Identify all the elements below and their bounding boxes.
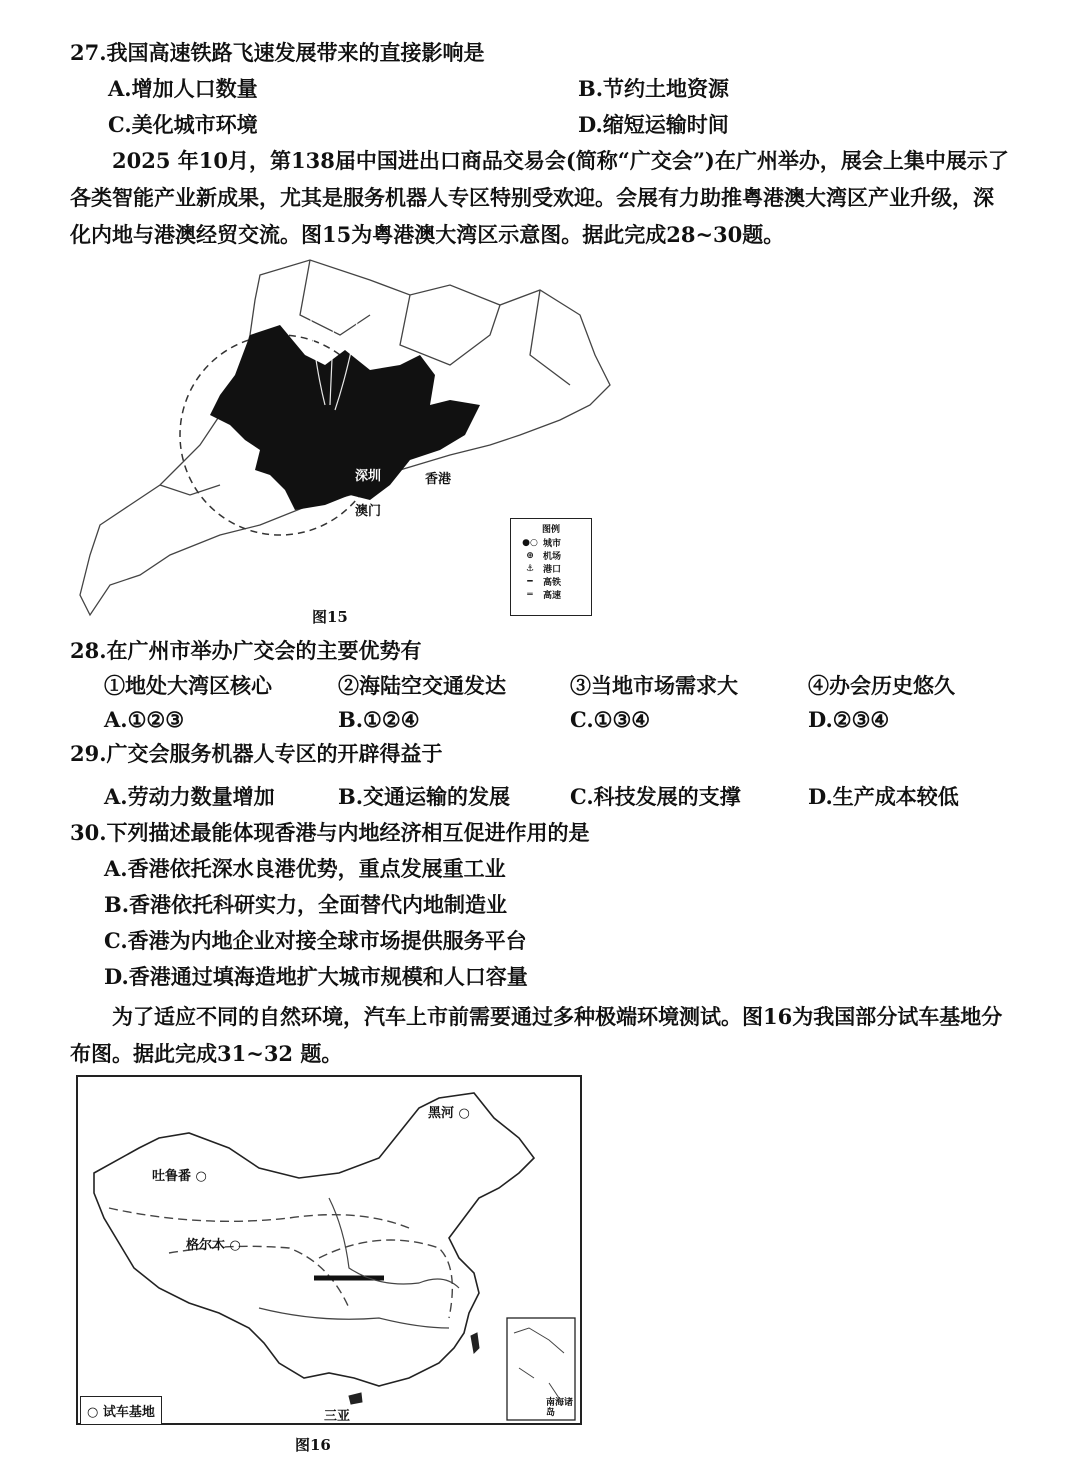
legend-rail: 高铁	[543, 578, 562, 588]
q28-statement-3: ③当地市场需求大	[570, 673, 738, 698]
figure-16-map	[79, 1078, 579, 1423]
test-base-icon: ○	[87, 1405, 99, 1420]
label-macau: 澳门	[355, 504, 382, 519]
q28-option-d: D.②③④	[808, 707, 890, 732]
figure-16-caption: 图16	[295, 1436, 331, 1454]
rail-icon: ━	[527, 576, 533, 587]
q29-option-c: C.科技发展的支撑	[570, 784, 741, 809]
legend-port: 港口	[543, 565, 562, 575]
q28-statement-2: ②海陆空交通发达	[338, 673, 506, 698]
q27-option-c: C.美化城市环境	[108, 112, 258, 137]
intro-paragraph-2: 为了适应不同的自然环境，汽车上市前需要通过多种极端环境测试。图16为我国部分试车基地分布图。据此完成31~32 题。	[70, 1004, 1003, 1066]
q29-stem: 29.广交会服务机器人专区的开辟得益于	[70, 741, 443, 766]
q28-statement-1: ①地处大湾区核心	[104, 673, 272, 698]
city-icon: ●○	[522, 537, 538, 548]
q29-option-a: A.劳动力数量增加	[104, 784, 275, 809]
city-turpan: 吐鲁番 ○	[152, 1169, 207, 1184]
q30-option-a: A.香港依托深水良港优势，重点发展重工业	[104, 856, 506, 881]
legend-airport: 机场	[543, 552, 562, 562]
q27-option-a: A.增加人口数量	[108, 76, 258, 101]
q29-option-b: B.交通运输的发展	[338, 784, 511, 809]
label-shenzhen: 深圳	[355, 469, 382, 484]
q30-option-c: C.香港为内地企业对接全球市场提供服务平台	[104, 928, 527, 953]
inset-label: 南海诸岛	[546, 1398, 574, 1418]
q27-option-b: B.节约土地资源	[578, 76, 730, 101]
legend-title: 图例	[541, 525, 560, 535]
q30-option-d: D.香港通过填海造地扩大城市规模和人口容量	[104, 964, 528, 989]
label-hongkong: 香港	[425, 472, 452, 487]
highway-icon: ═	[527, 589, 533, 600]
q30-option-b: B.香港依托科研实力，全面替代内地制造业	[104, 892, 508, 917]
figure-15-legend	[510, 518, 592, 616]
figure-15-caption: 图15	[312, 608, 348, 626]
q27-stem: 27.我国高速铁路飞速发展带来的直接影响是	[70, 40, 485, 65]
airport-icon: ⊕	[526, 550, 534, 561]
legend-city: 城市	[543, 539, 562, 549]
q30-stem: 30.下列描述最能体现香港与内地经济相互促进作用的是	[70, 820, 590, 845]
city-heihe: 黑河 ○	[428, 1106, 470, 1121]
q28-option-b: B.①②④	[338, 707, 420, 732]
q28-option-c: C.①③④	[570, 707, 651, 732]
port-icon: ⚓	[525, 563, 535, 574]
china-outline	[94, 1093, 534, 1386]
q28-option-a: A.①②③	[104, 707, 185, 732]
q27-option-d: D.缩短运输时间	[578, 112, 729, 137]
q28-stem: 28.在广州市举办广交会的主要优势有	[70, 638, 422, 663]
q29-option-d: D.生产成本较低	[808, 784, 959, 809]
figure-16-legend: ○ 试车基地	[80, 1396, 162, 1425]
intro-paragraph-1: 2025 年10月，第138届中国进出口商品交易会(简称“广交会”)在广州举办，展会上集中展示了各类智能产业新成果，尤其是服务机器人专区特别受欢迎。会展有力助推粤港澳大湾区产业升级，深化内地与港澳经贸交流。图15为粤港澳大湾区示意图。据此完成28~30题。	[70, 148, 1009, 247]
legend-highway: 高速	[543, 591, 562, 601]
city-sanya: 三亚	[324, 1409, 351, 1424]
q28-statement-4: ④办会历史悠久	[808, 673, 955, 698]
city-golmud: 格尔木 ○	[186, 1238, 241, 1253]
